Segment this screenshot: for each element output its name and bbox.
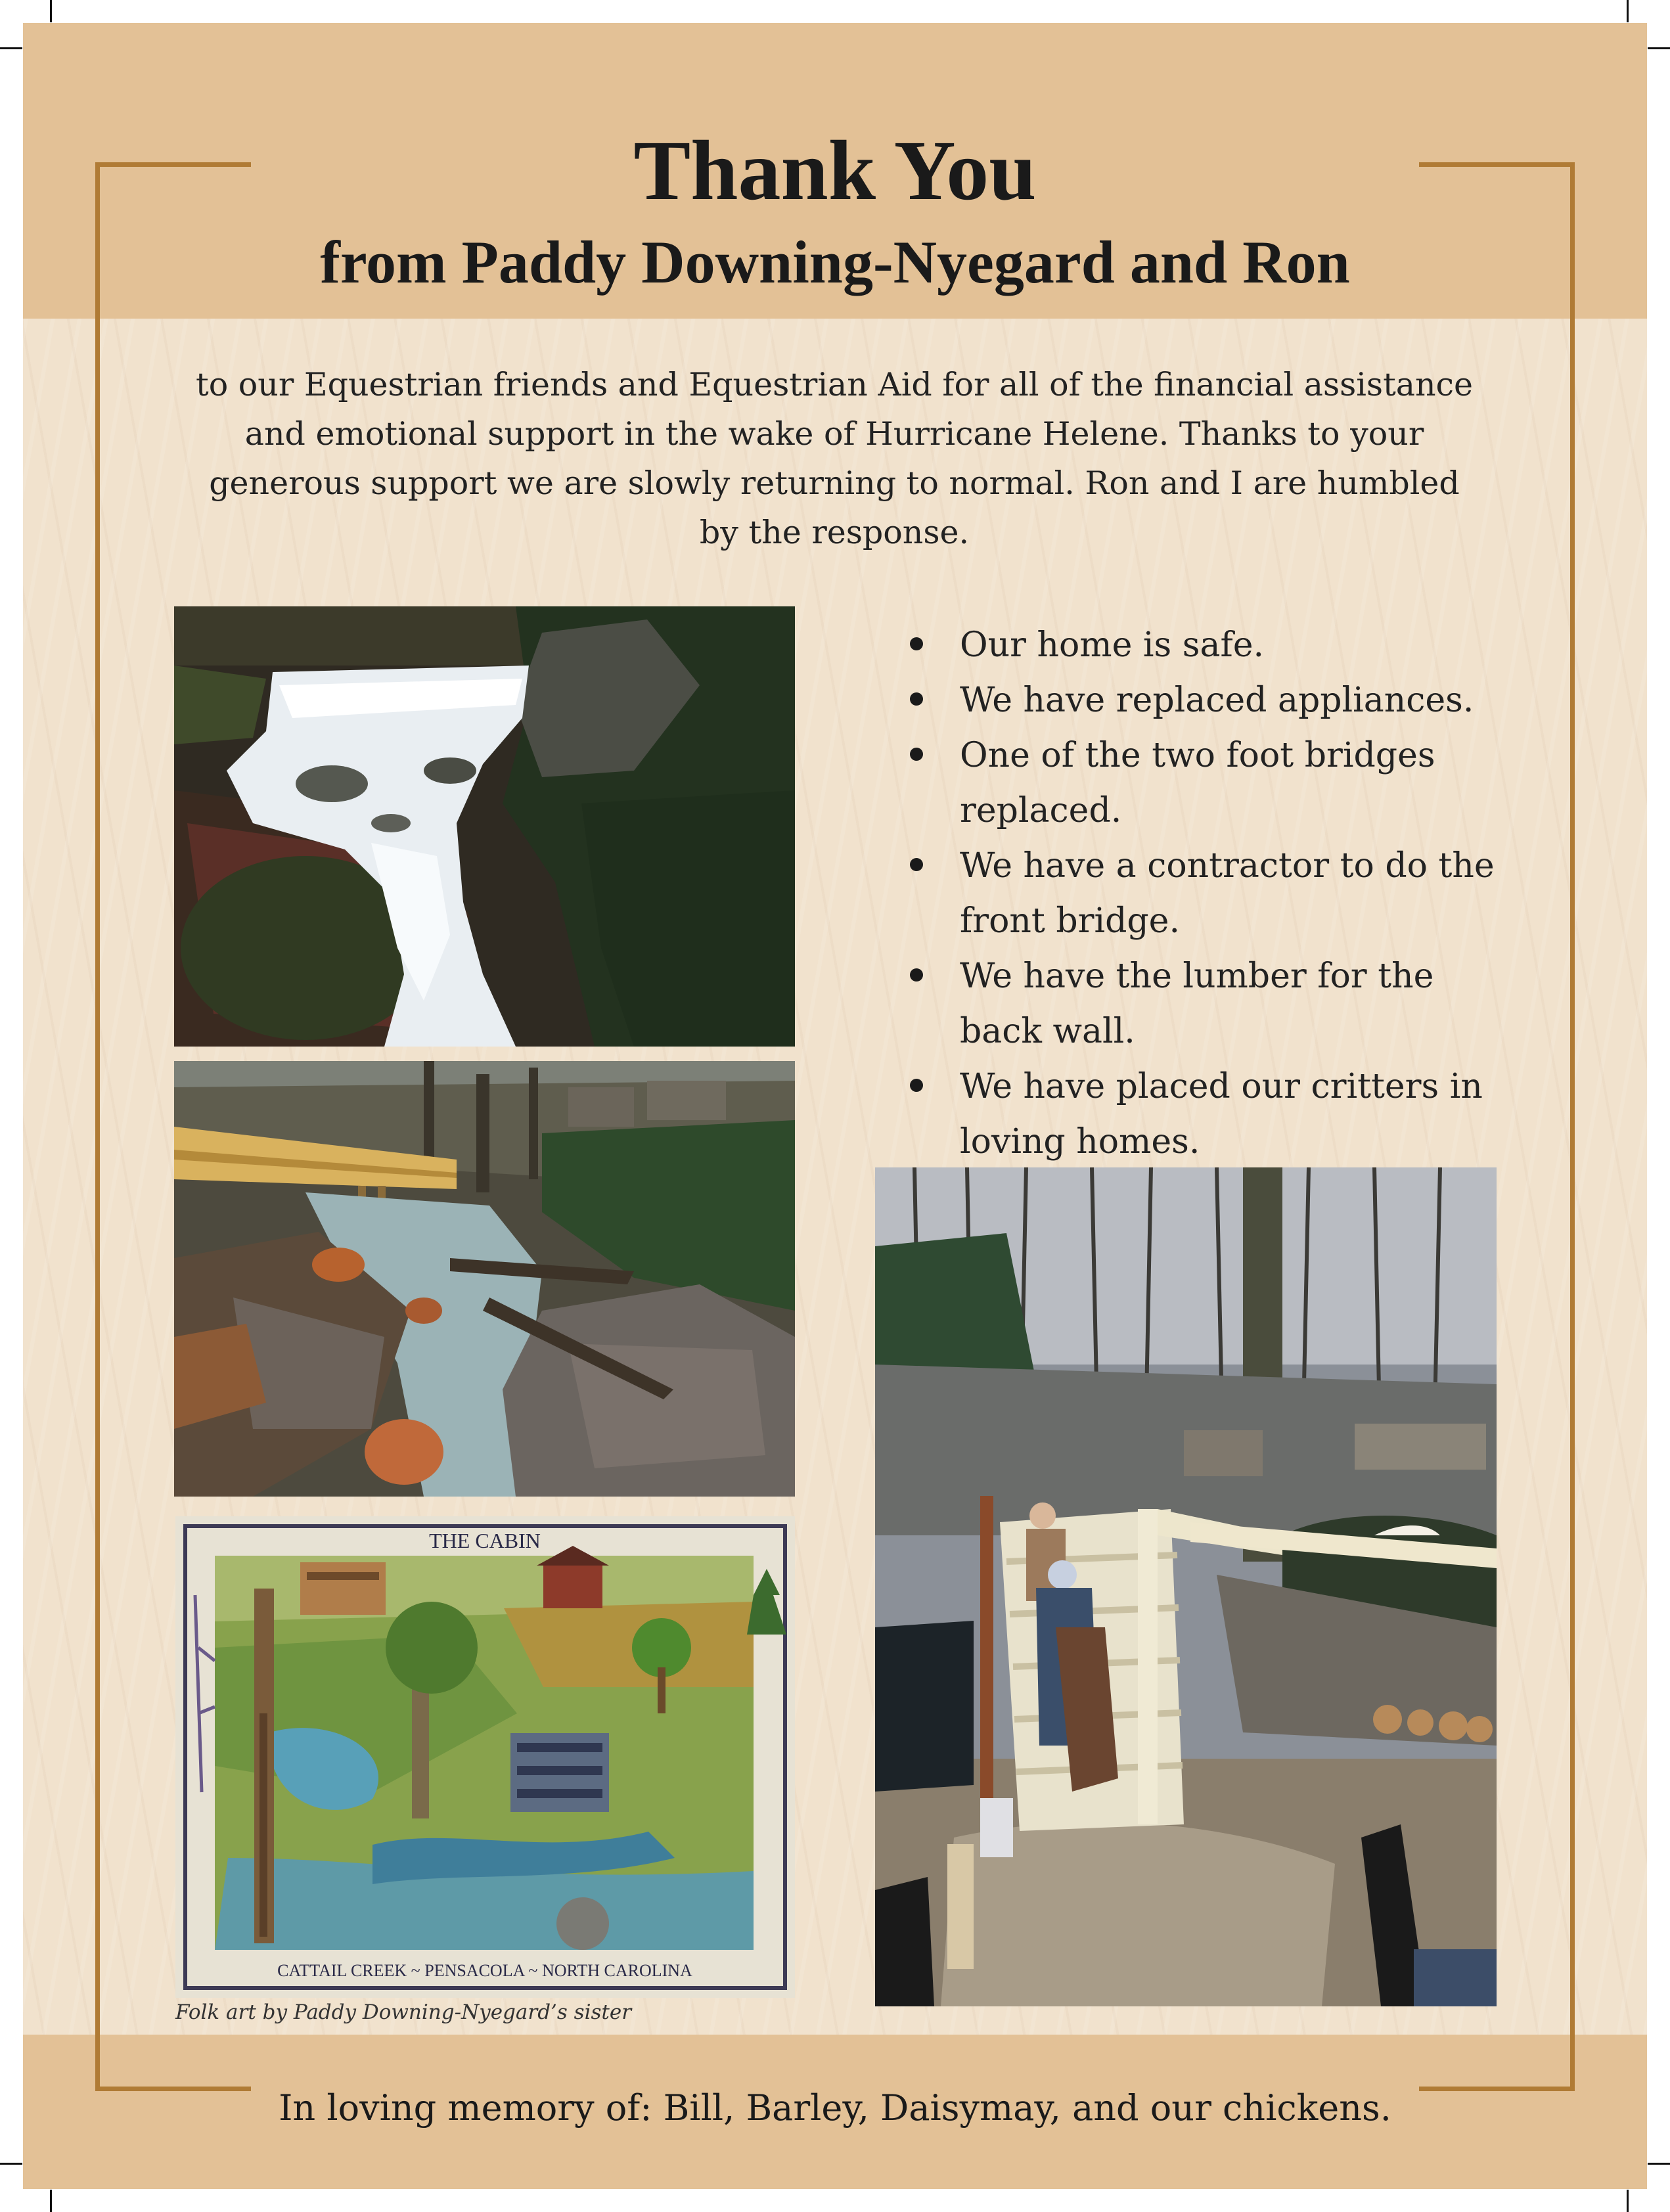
list-item-text: We have replaced appliances. xyxy=(960,681,1474,720)
list-item xyxy=(884,949,1521,1059)
frame-left xyxy=(95,162,100,2091)
crop-mark xyxy=(1627,0,1629,22)
list-item xyxy=(884,728,1521,838)
folk-art-title: THE CABIN xyxy=(429,1529,541,1552)
memorial-text: In loving memory of: Bill, Barley, Daisymay, and our chickens. xyxy=(279,2087,1391,2129)
bullet-icon xyxy=(910,858,923,871)
list-item xyxy=(884,1059,1521,1169)
list-item xyxy=(884,838,1521,949)
list-item-text: We have the lumber for the back wall. xyxy=(960,957,1434,1051)
list-item-text: One of the two foot bridges replaced. xyxy=(960,736,1435,830)
bullet-icon xyxy=(910,637,923,650)
list-item xyxy=(884,673,1521,728)
crop-mark xyxy=(1627,2190,1629,2212)
thank-you-flyer xyxy=(23,23,1647,2189)
list-item-text: Our home is safe. xyxy=(960,625,1264,665)
updates-list xyxy=(884,618,1521,1169)
list-item-text: We have a contractor to do the front bridge. xyxy=(960,846,1495,941)
bullet-icon xyxy=(910,968,923,982)
list-item-text: We have placed our critters in loving homes. xyxy=(960,1067,1483,1162)
waterfall-photo xyxy=(174,606,795,1047)
crop-mark xyxy=(1648,2163,1670,2165)
bridge-debris-photo xyxy=(174,1061,795,1497)
folk-art-painting xyxy=(175,1516,795,1998)
bullet-icon xyxy=(910,748,923,761)
crop-mark xyxy=(0,2163,22,2165)
stairs-workers-photo xyxy=(875,1167,1497,2006)
crop-mark xyxy=(50,0,52,22)
bullet-icon xyxy=(910,692,923,706)
page-title: Thank You xyxy=(633,124,1037,218)
list-item xyxy=(884,618,1521,673)
page-subtitle: from Paddy Downing-Nyegard and Ron xyxy=(320,229,1350,296)
crop-mark xyxy=(50,2190,52,2212)
folk-art-footer: CATTAIL CREEK ~ PENSACOLA ~ NORTH CAROLINA xyxy=(277,1961,692,1980)
intro-paragraph: to our Equestrian friends and Equestrian Aid for all of the financial assistance and emotional support in the wake of Hurricane Helene. Thanks to your generous support we are slowly returning to normal. Ron and I are humbled by the response. xyxy=(196,366,1473,551)
crop-mark xyxy=(1648,47,1670,49)
frame-right xyxy=(1570,162,1575,2091)
crop-mark xyxy=(0,47,22,49)
bullet-icon xyxy=(910,1079,923,1092)
folk-art-caption: Folk art by Paddy Downing-Nyegard’s sister xyxy=(175,2000,632,2024)
